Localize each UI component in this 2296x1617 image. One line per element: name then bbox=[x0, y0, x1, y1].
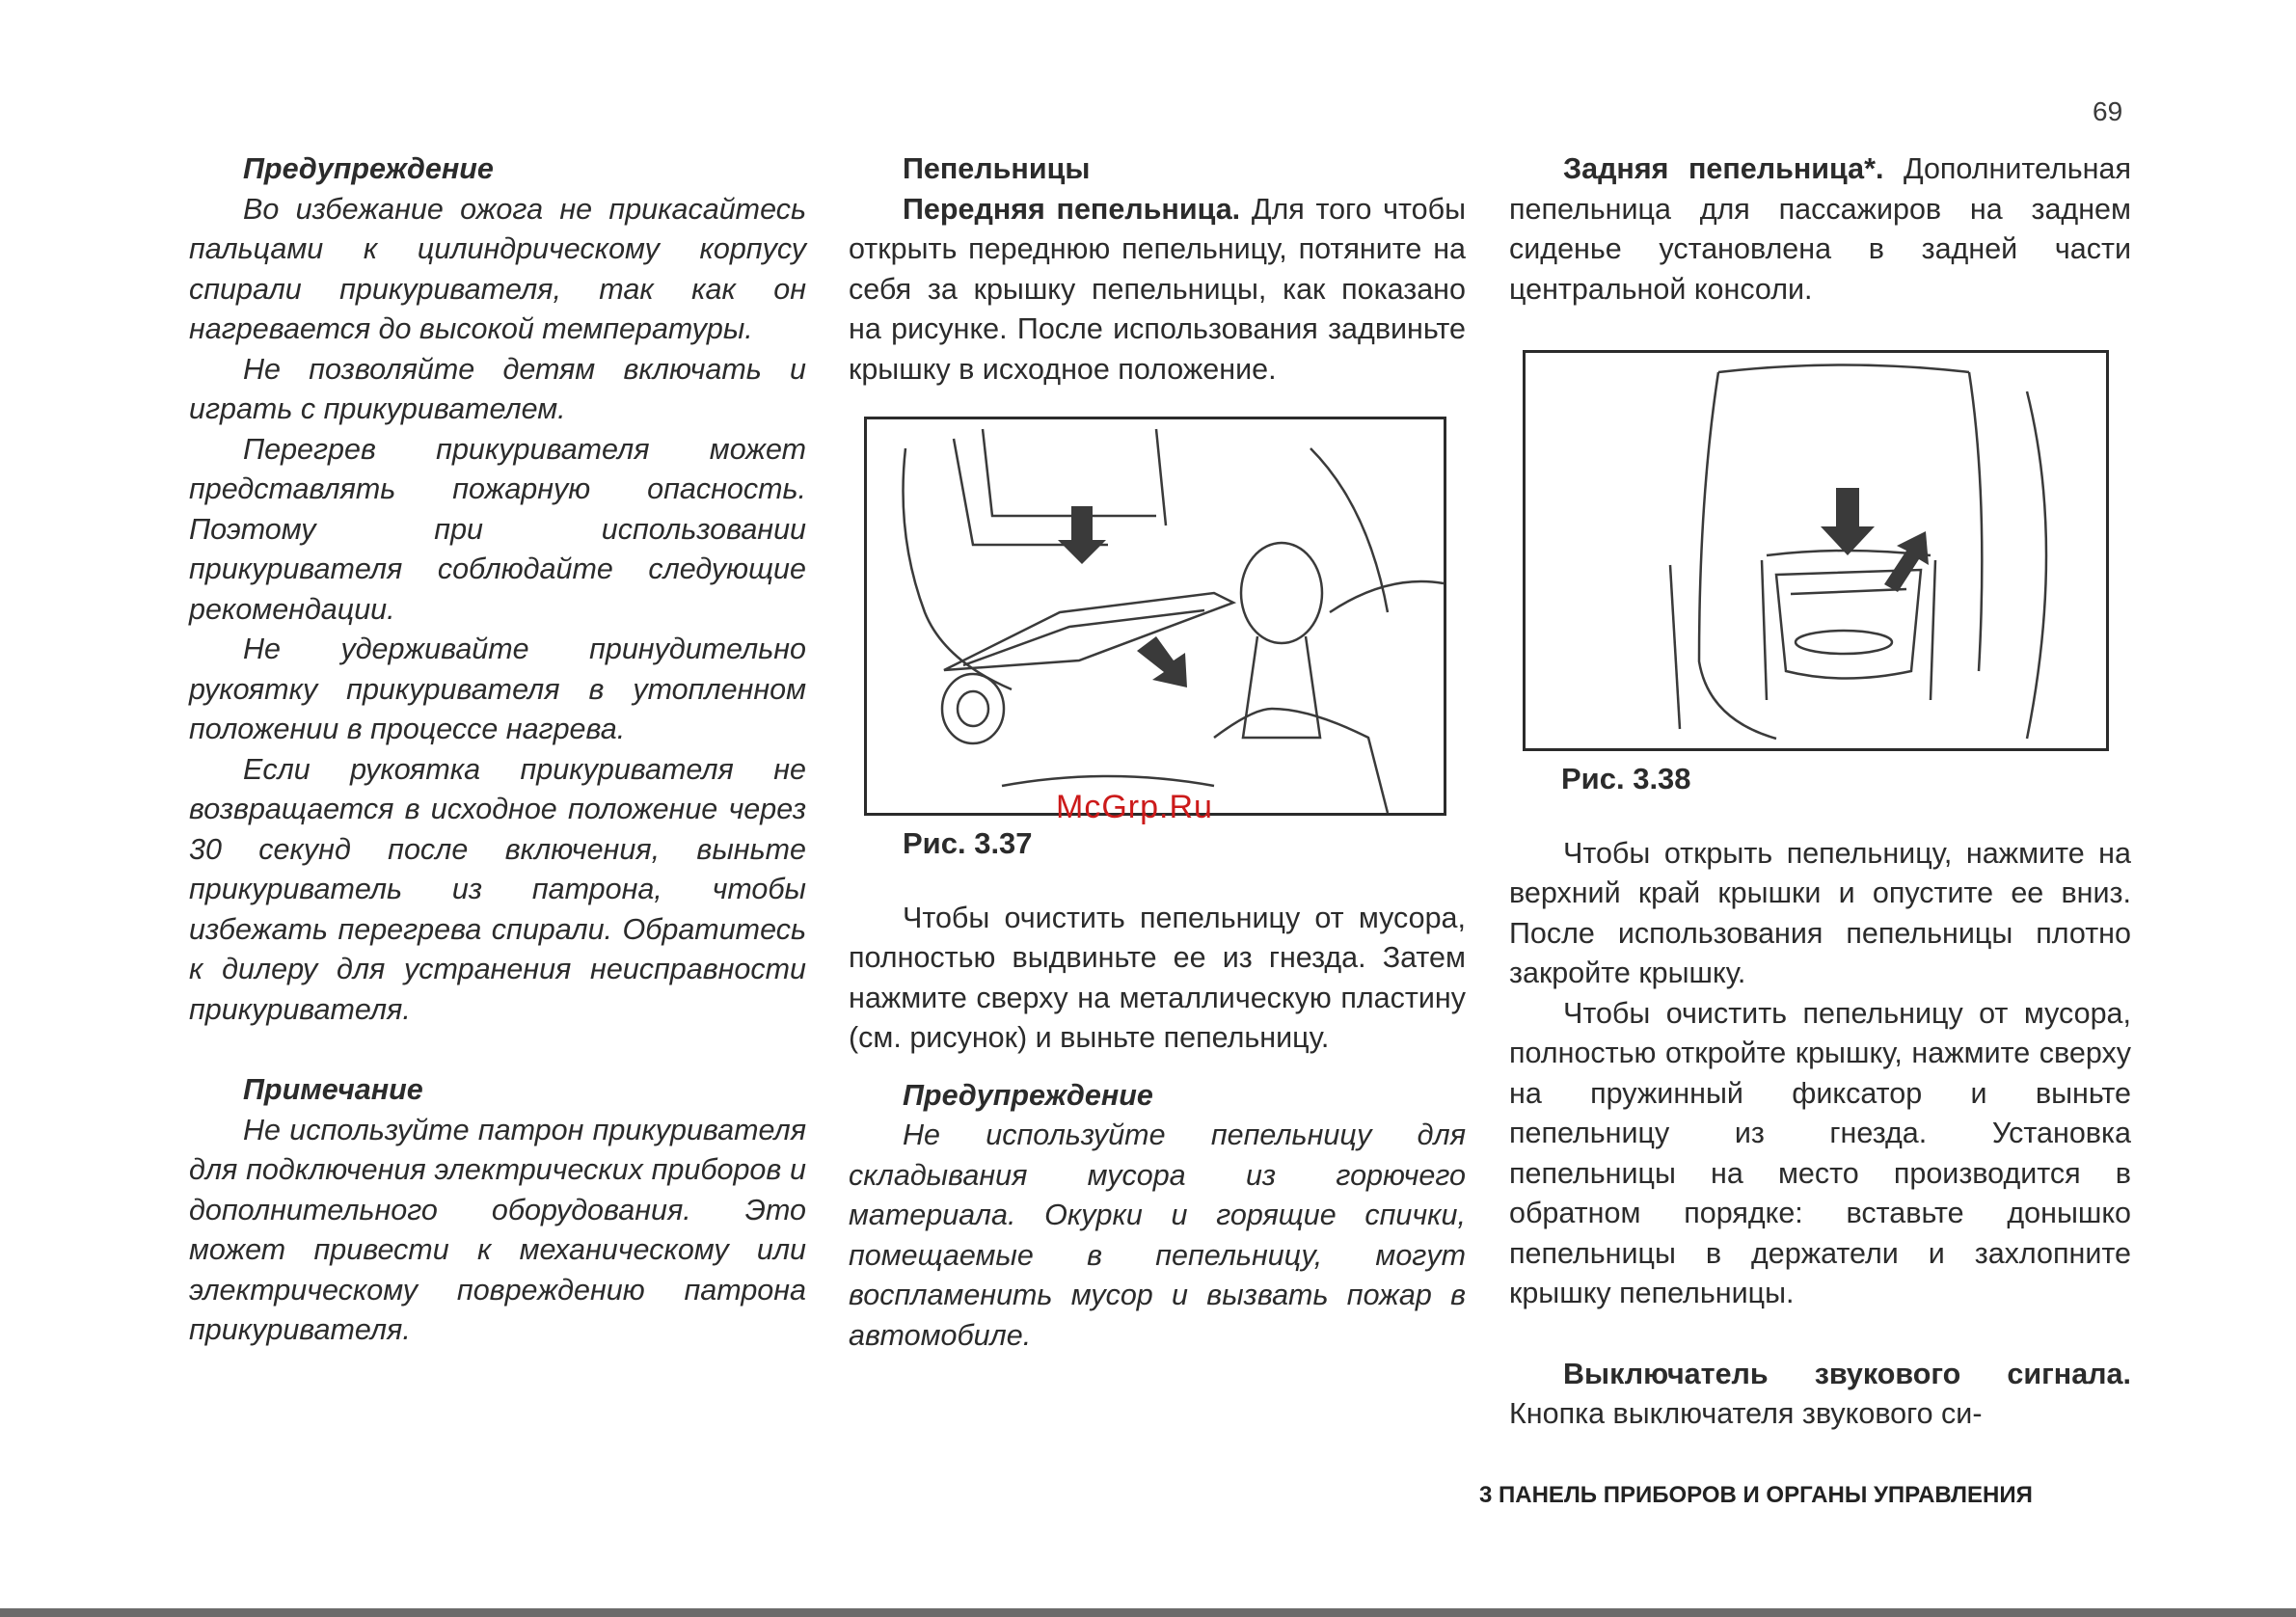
figure-3-37-caption: Рис. 3.37 bbox=[903, 826, 1033, 860]
warning-title: Предупреждение bbox=[903, 1078, 1153, 1112]
horn-paragraph bbox=[1509, 1355, 2131, 1435]
warning-paragraph: Во избежание ожога не прикасайтесь пальцами к цилиндрическому корпусу спирали прикуривателя, так как он нагревается до высокой температуры. bbox=[189, 192, 806, 345]
front-ashtray-illustration bbox=[867, 419, 1444, 813]
horn-text: Кнопка выключателя звукового си- bbox=[1509, 1397, 1983, 1430]
rear-ashtray-illustration bbox=[1526, 353, 2106, 748]
page-number: 69 bbox=[2093, 96, 2123, 126]
column-right bbox=[1509, 149, 2131, 1435]
horn-label: Выключатель звукового сигнала. bbox=[1563, 1357, 2131, 1390]
front-ashtray-paragraph bbox=[849, 190, 1466, 391]
note-title: Примечание bbox=[243, 1073, 423, 1106]
rear-ashtray-text: Дополнительная пепельница для пассажиров на заднем сиденье установлена в задней части центральной консоли. bbox=[1509, 152, 2131, 306]
figure-3-37-frame bbox=[864, 417, 1446, 816]
bottom-edge-bar bbox=[0, 1608, 2296, 1617]
clean-paragraph: Чтобы очистить пепельницу от мусора, полностью выдвиньте ее из гнезда. Затем нажмите сверху на металлическую пластину (см. рисунок) и выньте пепельницу. bbox=[849, 901, 1466, 1054]
warning-paragraph: Не позволяйте детям включать и играть с прикуривателем. bbox=[189, 352, 806, 425]
open-paragraph: Чтобы открыть пепельницу, нажмите на верхний край крышки и опустите ее вниз. После использования пепельницы плотно закройте крышку. bbox=[1509, 836, 2131, 989]
note-paragraph: Не используйте патрон прикуривателя для подключения электрических приборов и дополнительного оборудования. Это может привести к механическому или электрическому повреждению патрона прикуривателя. bbox=[189, 1113, 806, 1346]
warning-paragraph: Если рукоятка прикуривателя не возвращается в исходное положение через 30 секунд после включения, выньте прикуриватель из патрона, чтобы избежать перегрева спирали. Обратитесь к дилеру для устранения неисправности прикуривателя. bbox=[189, 752, 806, 1026]
column-middle bbox=[849, 149, 1466, 1356]
rear-ashtray-paragraph bbox=[1509, 149, 2131, 310]
front-ashtray-text: Для того чтобы открыть переднюю пепельницу, потяните на себя за крышку пепельницы, как показано на рисунке. После использования задвиньте крышку в исходное положение. bbox=[849, 192, 1466, 386]
clean-paragraph: Чтобы очистить пепельницу от мусора, полностью откройте крышку, нажмите сверху на пружинный фиксатор и выньте пепельницу из гнезда. Установка пепельницы на место производится в обратном порядке: вставьте донышко пепельницы в держатели и захлопните крышку пепельницы. bbox=[1509, 996, 2131, 1309]
warning-paragraph: Перегрев прикуривателя может представлять пожарную опасность. Поэтому при использовании прикуривателя соблюдайте следующие рекомендации. bbox=[189, 432, 806, 626]
figure-3-38-frame bbox=[1523, 350, 2109, 751]
warning-title: Предупреждение bbox=[243, 152, 494, 185]
figure-3-38 bbox=[1523, 350, 2109, 799]
warning-paragraph: Не используйте пепельницу для складывания мусора из горючего материала. Окурки и горящие спички, помещаемые в пепельницу, могут воспламенить мусор и вызвать пожар в автомобиле. bbox=[849, 1118, 1466, 1352]
figure-3-38-caption: Рис. 3.38 bbox=[1561, 762, 1691, 795]
section-title: Пепельницы bbox=[903, 152, 1091, 185]
warning-paragraph: Не удерживайте принудительно рукоятку прикуривателя в утопленном положении в процессе нагрева. bbox=[189, 633, 806, 745]
rear-ashtray-label: Задняя пепельница*. bbox=[1563, 152, 1884, 185]
watermark: McGrp.Ru bbox=[1056, 789, 1213, 825]
column-left bbox=[189, 149, 806, 1351]
front-ashtray-label: Передняя пепельница. bbox=[903, 192, 1241, 226]
footer-chapter-title: 3 ПАНЕЛЬ ПРИБОРОВ И ОРГАНЫ УПРАВЛЕНИЯ bbox=[1479, 1482, 2033, 1508]
